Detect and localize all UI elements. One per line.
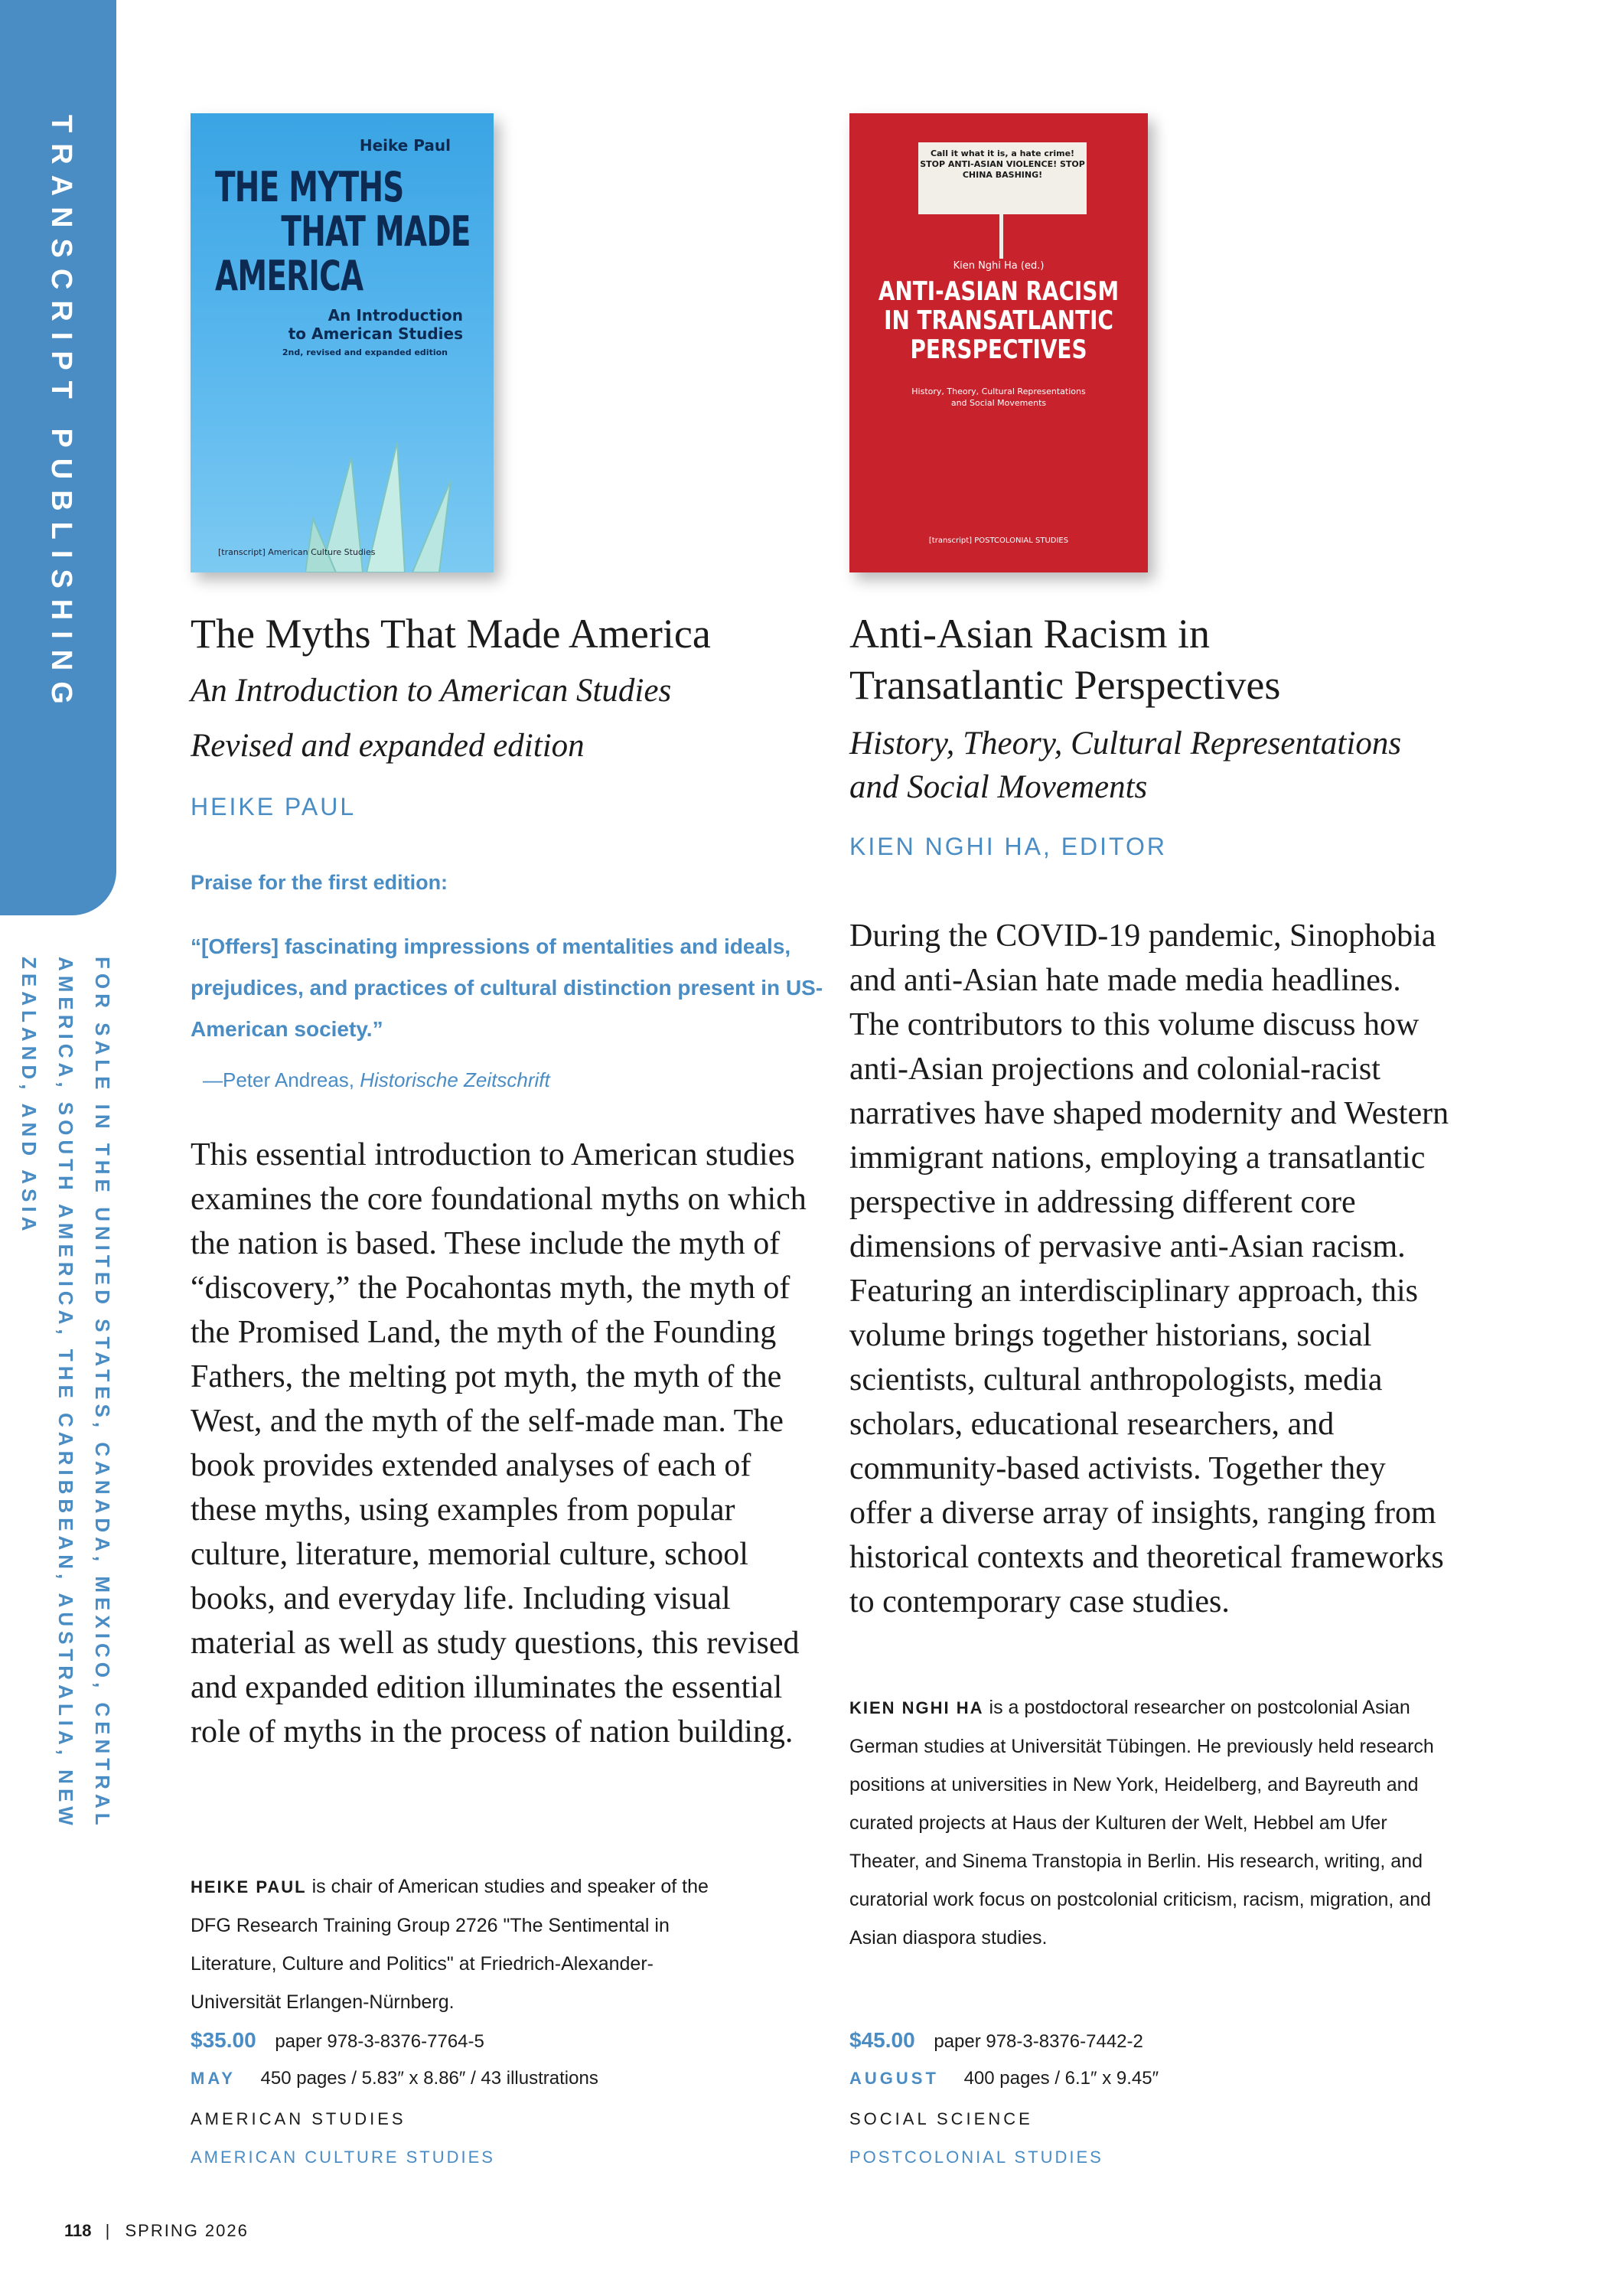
book-subtitle-line: History, Theory, Cultural Representations: [849, 726, 1402, 762]
sale-territory-label: FOR SALE IN THE UNITED STATES, CANADA, MEXICO, CENTRAL AMERICA, SOUTH AMERICA, THE CARIBBEAN, AUSTRALIA, NEW ZEALAND, AND ASIA: [18, 957, 114, 1830]
cover-title-line: THE MYTHS: [215, 163, 404, 211]
cover-edition: 2nd, revised and expanded edition: [282, 347, 448, 357]
book-subject: AMERICAN STUDIES: [191, 2109, 406, 2128]
cover-subtitle: [849, 386, 1148, 409]
cover-flag-text: Call it what it is, a hate crime! STOP ANTI-ASIAN VIOLENCE! STOP CHINA BASHING!: [920, 148, 1085, 180]
specs-line: [191, 2068, 598, 2089]
cover-title-line: ANTI-ASIAN RACISM: [878, 276, 1120, 307]
book-title: The Myths That Made America: [191, 611, 711, 657]
price-line: [849, 2028, 1143, 2053]
specs-line: [849, 2068, 1159, 2089]
author-bio: [849, 1688, 1446, 1957]
book-description: During the COVID-19 pandemic, Sinophobia and anti-Asian hate made media headlines. The contributors to this volume discuss how anti-Asian projections and colonial-racist narratives have shaped modernity and Western immigrant nations, employing a transatlantic perspective in addressing different core dimensions of pervasive anti-Asian racism. Featuring an interdisciplinary approach, this volume brings together historians, social scientists, cultural anthropologists, media scholars, educational researchers, and community-based activists. Together they offer a diverse array of insights, ranging from historical contexts and theoretical frameworks to contemporary case studies.: [849, 918, 1449, 1619]
cover-subtitle-line: to American Studies: [288, 325, 463, 343]
praise-quote: “[Offers] fascinating impressions of mentalities and ideals, prejudices, and practices of cultural distinction present in US-American society.”: [191, 934, 823, 1041]
cover-subtitle-line: and Social Movements: [950, 398, 1047, 408]
book-cover-anti-asian-racism[interactable]: [849, 113, 1148, 572]
cover-subtitle-line: History, Theory, Cultural Representations: [911, 386, 1086, 396]
book-subtitle-line: Revised and expanded edition: [191, 728, 585, 764]
book-subtitle-line: An Introduction to American Studies: [191, 673, 672, 709]
page-footer: [64, 2221, 249, 2241]
book-author: KIEN NGHI HA, EDITOR: [849, 833, 1168, 860]
cover-editor: Kien Nghi Ha (ed.): [953, 260, 1045, 272]
author-bio: [191, 1867, 742, 2021]
cover-title-line: THAT MADE: [281, 207, 471, 256]
book-subject: SOCIAL SCIENCE: [849, 2109, 1033, 2128]
cover-title: [215, 165, 474, 298]
publisher-label: TRANSCRIPT PUBLISHING: [45, 115, 77, 715]
book-specs: 400 pages / 6.1″ x 9.45″: [963, 2068, 1159, 2089]
cover-title-line: AMERICA: [215, 252, 363, 300]
cover-title-line: IN TRANSATLANTIC: [884, 305, 1113, 336]
price-line: [191, 2028, 484, 2053]
praise-source: [203, 1068, 550, 1092]
release-month: AUGUST: [849, 2069, 939, 2088]
cover-subtitle: [288, 306, 463, 343]
cover-brand: [transcript] American Culture Studies: [218, 547, 376, 557]
book-format: paper 978-3-8376-7442-2: [934, 2031, 1143, 2052]
author-bio-text: is chair of American studies and speaker of the DFG Research Training Group 2726 "The Sentimental in Literature, Culture and Politics" at Friedrich-Alexander-Universität Erlangen-Nürnberg.: [191, 1876, 709, 2013]
praise-source-publication: Historische Zeitschrift: [360, 1068, 550, 1091]
book-price: $45.00: [849, 2028, 915, 2052]
footer-season: SPRING 2026: [125, 2221, 249, 2240]
cover-subtitle-line: An Introduction: [328, 306, 463, 325]
release-month: MAY: [191, 2069, 236, 2088]
book-series[interactable]: POSTCOLONIAL STUDIES: [849, 2148, 1103, 2167]
author-bio-name: KIEN NGHI HA: [849, 1698, 984, 1717]
cover-title: [876, 277, 1121, 364]
cover-author: Heike Paul: [359, 136, 451, 155]
book-format: paper 978-3-8376-7764-5: [275, 2031, 484, 2052]
book-subtitle-line: and Social Movements: [849, 769, 1148, 805]
book-series[interactable]: AMERICAN CULTURE STUDIES: [191, 2148, 495, 2167]
footer-separator: |: [105, 2221, 112, 2240]
page-number: 118: [64, 2221, 92, 2240]
cover-title-line: PERSPECTIVES: [910, 334, 1087, 365]
book-title-line: Transatlantic Perspectives: [849, 662, 1281, 708]
book-specs: 450 pages / 5.83″ x 8.86″ / 43 illustrations: [260, 2068, 598, 2089]
praise-source-name: —Peter Andreas,: [203, 1068, 354, 1091]
cover-brand: [transcript] POSTCOLONIAL STUDIES: [928, 536, 1069, 545]
cover-flag-pole: [999, 213, 1003, 259]
book-title-line: Anti-Asian Racism in: [849, 611, 1210, 657]
cover-protest-flag: [918, 142, 1087, 214]
author-bio-text: is a postdoctoral researcher on postcolonial Asian German studies at Universität Tübingen. He previously held research positions at universities in New York, Heidelberg, and Bayreuth and curated projects at Haus der Kulturen der Welt, Hebbel am Ufer Theater, and Sinema Transtopia in Berlin. His research, writing, and curatorial work focus on postcolonial criticism, racism, migration, and Asian diaspora studies.: [849, 1697, 1434, 1949]
praise-heading: Praise for the first edition:: [191, 871, 448, 894]
book-price: $35.00: [191, 2028, 256, 2052]
book-cover-myths[interactable]: [191, 113, 494, 572]
author-bio-name: HEIKE PAUL: [191, 1877, 307, 1896]
book-author: HEIKE PAUL: [191, 793, 357, 820]
book-description: This essential introduction to American studies examines the core foundational myths on which the nation is based. These include the myth of “discovery,” the Pocahontas myth, the myth of the Promised Land, the myth of the Founding Fathers, the melting pot myth, the myth of the West, and the myth of the self-made man. The book provides extended analyses of each of these myths, using examples from popular culture, literature, memorial culture, school books, and everyday life. Including visual material as well as study questions, this revised and expanded edition illuminates the essential role of myths in the process of nation building.: [191, 1137, 807, 1750]
